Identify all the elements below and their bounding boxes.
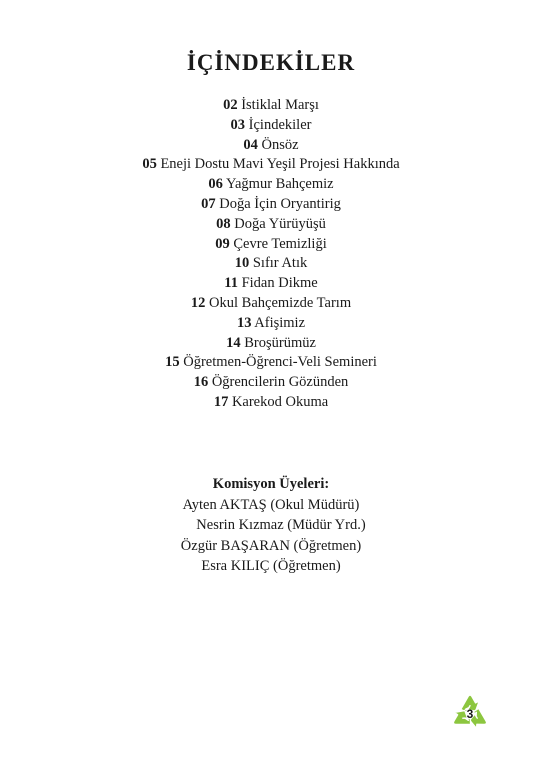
toc-label: Broşürümüz	[244, 334, 316, 351]
toc-page-number: 12	[190, 294, 206, 311]
toc-label: Çevre Temizliği	[233, 235, 327, 252]
toc-page-number: 06	[208, 176, 223, 193]
toc-item[interactable]	[0, 393, 542, 413]
toc-item[interactable]	[0, 175, 542, 195]
toc-page-number: 10	[234, 255, 250, 272]
committee-heading: Komisyon Üyeleri:	[212, 476, 330, 492]
toc-label: Okul Bahçemizde Tarım	[209, 294, 352, 311]
toc-label: Eneji Dostu Mavi Yeşil Projesi Hakkında	[160, 156, 400, 173]
toc-item[interactable]	[0, 254, 542, 274]
page-number: 3	[466, 707, 474, 721]
toc-item[interactable]	[0, 373, 542, 393]
toc-label: Öğrencilerin Gözünden	[211, 374, 349, 391]
toc-page-number: 15	[165, 354, 180, 371]
toc-item[interactable]	[0, 353, 542, 373]
committee-member: Ayten AKTAŞ (Okul Müdürü)	[182, 496, 360, 513]
toc-item[interactable]	[0, 155, 542, 175]
toc-page-number: 07	[201, 195, 216, 212]
committee-section	[0, 474, 542, 577]
committee-member: Nesrin Kızmaz (Müdür Yrd.)	[196, 517, 366, 533]
toc-label: Doğa İçin Oryantirig	[219, 195, 341, 212]
table-of-contents	[0, 96, 542, 413]
toc-label: Karekod Okuma	[231, 393, 329, 410]
toc-page-number: 02	[223, 97, 238, 113]
toc-page-number: 13	[236, 314, 252, 331]
toc-page-number: 14	[226, 334, 241, 351]
toc-item[interactable]	[0, 195, 542, 215]
toc-item[interactable]	[0, 294, 542, 314]
toc-page-number: 11	[224, 275, 238, 292]
toc-label: İstiklal Marşı	[241, 97, 319, 113]
toc-label: Doğa Yürüyüşü	[234, 215, 326, 232]
toc-page-number: 08	[216, 215, 231, 232]
toc-label: Öğretmen-Öğrenci-Veli Semineri	[183, 354, 377, 371]
toc-page-number: 17	[213, 393, 229, 410]
toc-item[interactable]	[0, 334, 542, 354]
toc-item[interactable]	[0, 274, 542, 294]
toc-item[interactable]	[0, 116, 542, 136]
toc-label: Önsöz	[261, 136, 299, 153]
toc-item[interactable]	[0, 96, 542, 116]
toc-label: Fidan Dikme	[241, 275, 318, 292]
toc-label: İçindekiler	[248, 116, 312, 133]
toc-item[interactable]	[0, 136, 542, 156]
toc-page-number: 04	[243, 136, 258, 153]
committee-member: Özgür BAŞARAN (Öğretmen)	[180, 537, 362, 554]
toc-item[interactable]	[0, 314, 542, 334]
toc-item[interactable]	[0, 215, 542, 235]
toc-page-number: 03	[230, 116, 246, 133]
page-title: İÇİNDEKİLER	[186, 50, 356, 75]
toc-page-number: 05	[142, 156, 157, 173]
toc-item[interactable]	[0, 235, 542, 255]
toc-page-number: 16	[193, 374, 209, 391]
committee-member: Esra KILIÇ (Öğretmen)	[201, 558, 341, 574]
toc-label: Afişimiz	[254, 314, 306, 331]
toc-label: Yağmur Bahçemiz	[225, 176, 334, 193]
toc-label: Sıfır Atık	[252, 255, 308, 272]
toc-page-number: 09	[215, 235, 230, 252]
